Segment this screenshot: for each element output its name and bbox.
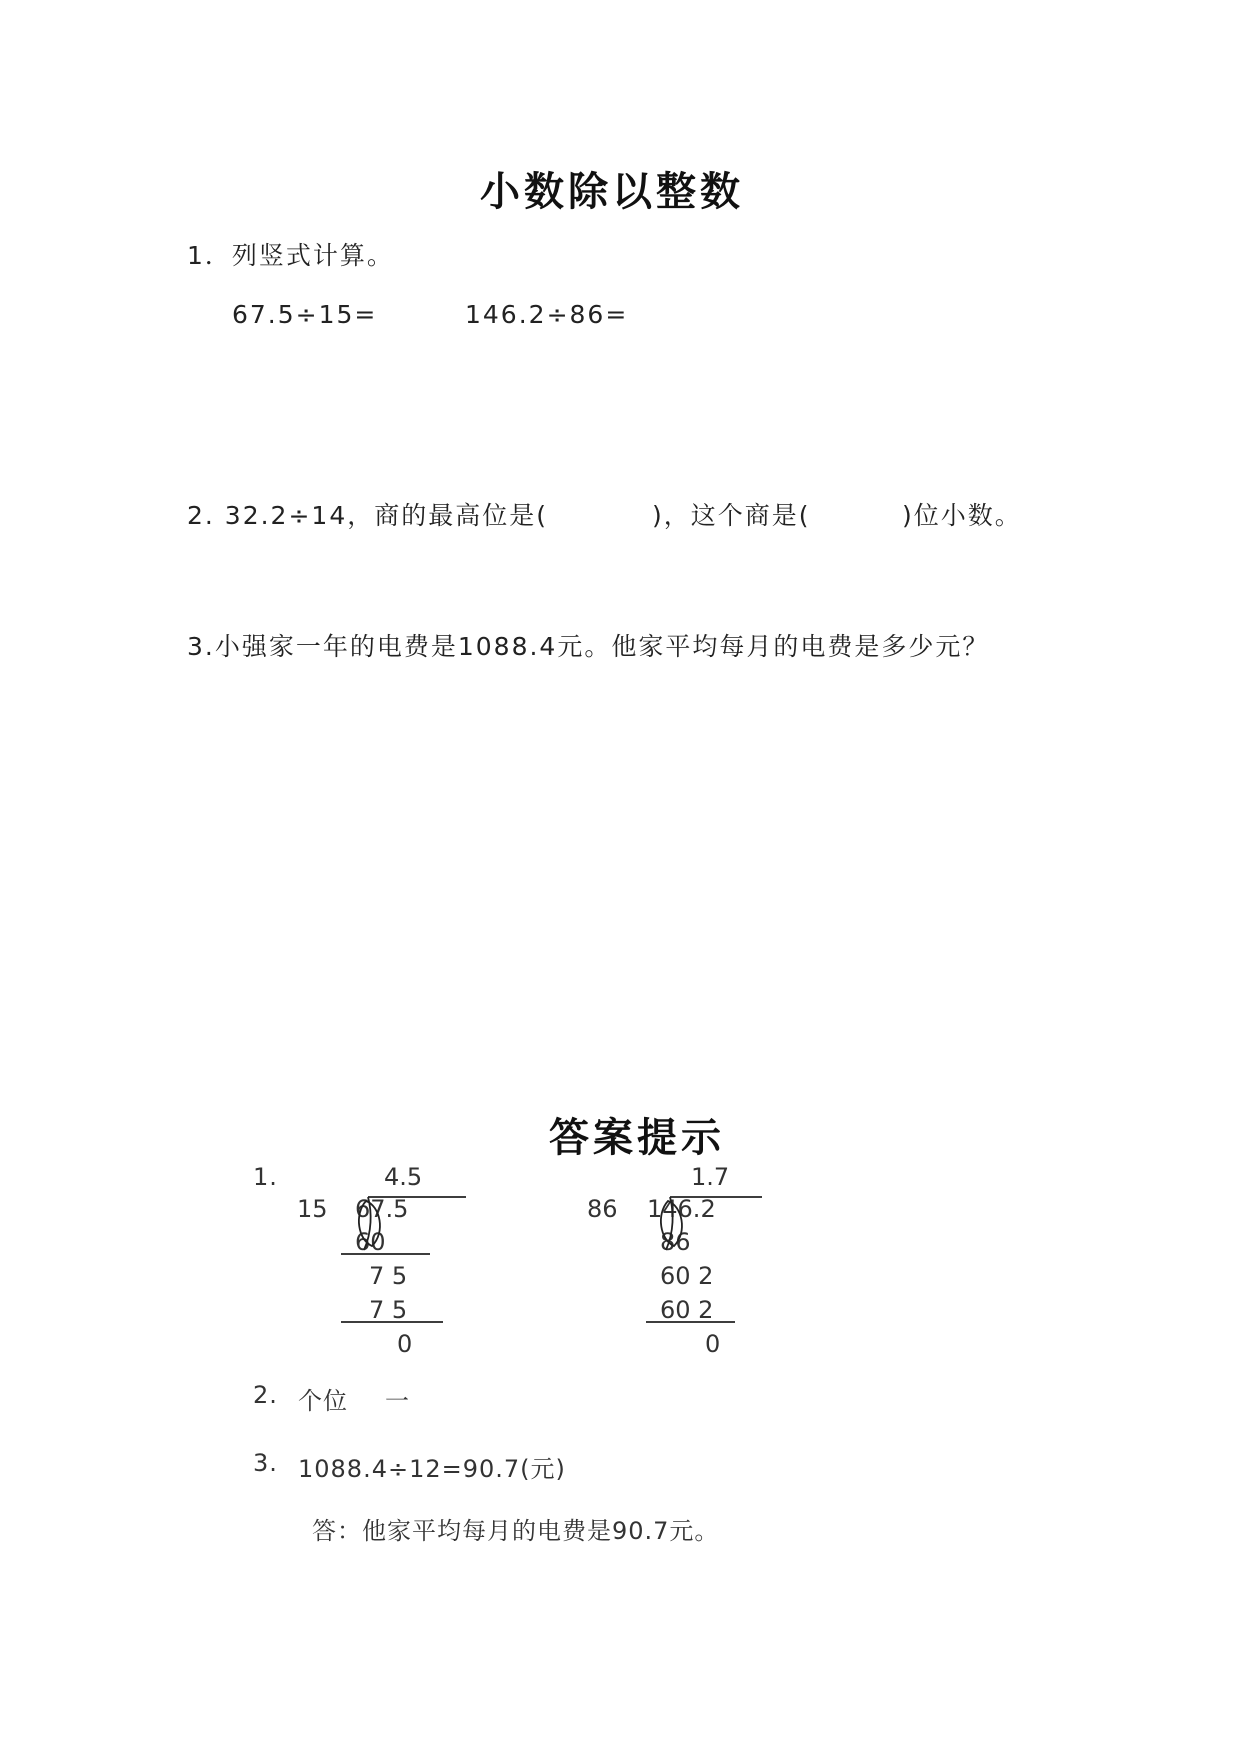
division-2-remainder: 0 xyxy=(705,1330,721,1358)
division-1-step-2: 7 5 xyxy=(369,1262,408,1290)
question-1-expression-1: 67.5÷15= xyxy=(232,300,378,329)
division-2-step-3: 60 2 xyxy=(660,1296,714,1324)
question-3-text: 3.小强家一年的电费是1088.4元。他家平均每月的电费是多少元？ xyxy=(187,632,990,661)
division-2-quotient: 1.7 xyxy=(691,1163,730,1191)
division-1-remainder: 0 xyxy=(397,1330,413,1358)
division-1-dividend: 67.5 xyxy=(355,1195,409,1223)
division-2-divisor: 86 xyxy=(587,1195,618,1223)
page-title: 小数除以整数 xyxy=(480,168,744,215)
question-1-prompt: 1．列竖式计算。 xyxy=(187,241,394,270)
answer-3-number: 3. xyxy=(253,1449,278,1477)
question-2-part-2: )，这个商是( xyxy=(652,501,811,530)
question-2-part-3: )位小数。 xyxy=(902,501,1022,530)
division-1-quotient: 4.5 xyxy=(384,1163,423,1191)
answer-3-statement: 答：他家平均每月的电费是90.7元。 xyxy=(312,1517,720,1545)
division-1-divisor: 15 xyxy=(297,1195,328,1223)
answer-2-blank-2: 一 xyxy=(385,1387,410,1415)
answer-3-equation: 1088.4÷12=90.7(元) xyxy=(298,1455,566,1483)
question-2-part-1: 2. 32.2÷14，商的最高位是( xyxy=(187,501,548,530)
answer-1-number: 1. xyxy=(253,1163,278,1191)
division-2-step-2: 60 2 xyxy=(660,1262,714,1290)
question-1-expression-2: 146.2÷86= xyxy=(465,300,629,329)
division-1-step-1: 60 xyxy=(355,1228,386,1256)
division-2-step-1: 86 xyxy=(660,1228,691,1256)
answer-2-blank-1: 个位 xyxy=(298,1387,348,1415)
answer-2-number: 2. xyxy=(253,1381,278,1409)
division-2-dividend: 146.2 xyxy=(647,1195,716,1223)
answers-title: 答案提示 xyxy=(549,1114,725,1161)
division-1-step-3: 7 5 xyxy=(369,1296,408,1324)
